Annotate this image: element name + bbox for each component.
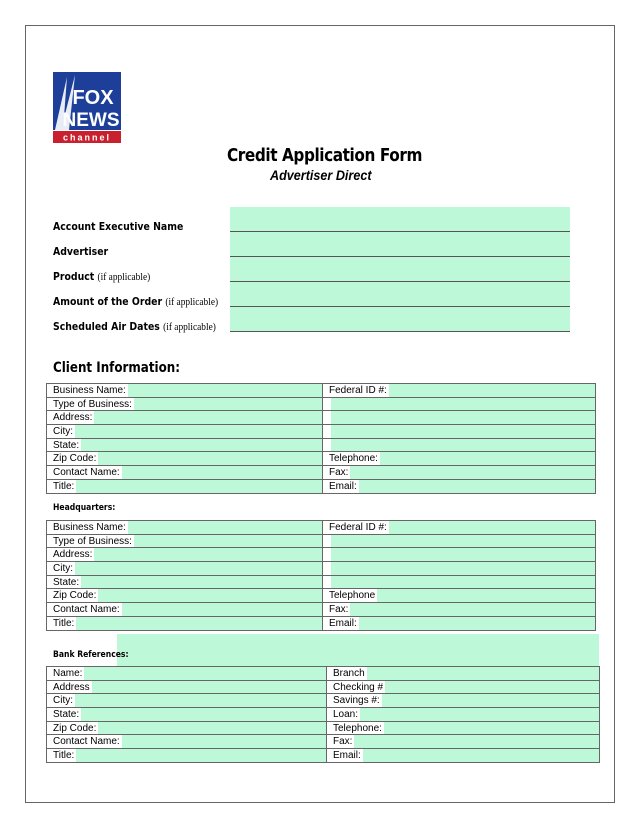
left-cell [47, 534, 323, 548]
right-cell [327, 708, 600, 722]
headquarters-table [46, 520, 596, 631]
field-input[interactable] [331, 439, 595, 452]
field-label: State: [53, 576, 80, 588]
table-row [47, 708, 600, 722]
field-input[interactable] [81, 576, 322, 589]
right-cell [323, 438, 596, 452]
svg-text:NEWS: NEWS [62, 110, 120, 131]
field-input[interactable] [98, 722, 326, 735]
svg-text:FOX: FOX [72, 87, 114, 109]
table-row [47, 548, 596, 562]
table-row [47, 562, 596, 576]
field-input[interactable] [331, 398, 595, 411]
left-cell [47, 521, 323, 535]
field-input[interactable] [76, 617, 322, 630]
bank-references-table [46, 666, 600, 763]
field-input[interactable] [384, 722, 599, 735]
field-input[interactable] [331, 425, 595, 438]
table-row [47, 735, 600, 749]
right-cell [327, 721, 600, 735]
right-cell [323, 425, 596, 439]
field-label: Telephone: [329, 453, 378, 465]
left-cell [47, 384, 323, 398]
left-cell [47, 425, 323, 439]
table-row [47, 425, 596, 439]
header-field-input[interactable] [230, 282, 570, 307]
left-cell [47, 466, 323, 480]
field-input[interactable] [75, 425, 322, 438]
field-label: Fax: [329, 603, 349, 615]
table-row [47, 667, 600, 681]
label-text: Account Executive Name [53, 220, 184, 233]
field-input[interactable] [94, 548, 322, 561]
field-label: Contact Name: [53, 736, 120, 748]
header-field-label [53, 220, 183, 233]
left-cell [47, 735, 327, 749]
field-input[interactable] [122, 735, 326, 748]
table-row [47, 721, 600, 735]
field-input[interactable] [128, 521, 322, 534]
field-label: Title: [53, 480, 75, 492]
field-label: City: [53, 695, 73, 707]
field-input[interactable] [389, 384, 595, 397]
header-field-label [53, 295, 218, 308]
field-input[interactable] [380, 452, 595, 465]
field-input[interactable] [122, 466, 322, 479]
client-info-table [46, 383, 596, 494]
field-input[interactable] [76, 749, 326, 762]
table-row [47, 438, 596, 452]
label-text: Product [53, 270, 95, 283]
left-cell [47, 575, 323, 589]
table-row [47, 603, 596, 617]
table-row [47, 397, 596, 411]
field-input[interactable] [98, 589, 322, 602]
left-cell [47, 452, 323, 466]
header-field-input[interactable] [230, 232, 570, 257]
right-cell [323, 575, 596, 589]
field-label: City: [53, 562, 73, 574]
field-label: Email: [329, 617, 357, 629]
field-input[interactable] [363, 749, 599, 762]
left-cell [47, 603, 323, 617]
left-cell [47, 438, 323, 452]
field-input[interactable] [81, 439, 322, 452]
field-label: Type of Business: [53, 398, 132, 410]
left-cell [47, 479, 323, 493]
label-text: Amount of the Order [53, 295, 163, 308]
header-field-label [53, 320, 216, 333]
field-label: Contact Name: [53, 466, 120, 478]
field-label: Zip Code: [53, 722, 97, 734]
field-input[interactable] [76, 480, 322, 493]
right-cell [327, 680, 600, 694]
field-input[interactable] [354, 735, 599, 748]
field-label: Savings #: [333, 695, 380, 707]
field-label: Telephone [329, 590, 376, 602]
left-cell [47, 616, 323, 630]
field-input[interactable] [98, 452, 322, 465]
field-label: Name: [53, 667, 83, 679]
table-row [47, 466, 596, 480]
field-input[interactable] [382, 694, 599, 707]
field-input[interactable] [128, 384, 322, 397]
field-input[interactable] [94, 411, 322, 424]
right-cell [323, 534, 596, 548]
header-field-label [53, 245, 108, 258]
label-text: Scheduled Air Dates [53, 320, 160, 333]
form-title: Credit Application Form [227, 145, 422, 166]
field-label: Type of Business: [53, 535, 132, 547]
table-row [47, 575, 596, 589]
form-subtitle: Advertiser Direct [270, 167, 372, 183]
header-field-label [53, 270, 150, 283]
bank-heading-field[interactable] [117, 634, 599, 666]
field-input[interactable] [331, 562, 595, 575]
right-cell [323, 603, 596, 617]
label-note: (if applicable) [165, 296, 219, 308]
left-cell [47, 708, 327, 722]
field-label: Federal ID #: [329, 521, 387, 533]
field-input[interactable] [359, 617, 595, 630]
header-field-input[interactable] [230, 257, 570, 282]
label-text: Advertiser [53, 245, 109, 258]
right-cell [323, 548, 596, 562]
field-label: Address: [53, 549, 93, 561]
field-label: City: [53, 425, 73, 437]
table-row [47, 616, 596, 630]
table-row [47, 411, 596, 425]
right-cell [323, 589, 596, 603]
right-cell [327, 735, 600, 749]
field-input[interactable] [134, 398, 322, 411]
table-row [47, 694, 600, 708]
field-input[interactable] [75, 694, 326, 707]
field-input[interactable] [331, 535, 595, 548]
right-cell [327, 694, 600, 708]
left-cell [47, 680, 327, 694]
field-label: Telephone: [333, 722, 382, 734]
left-cell [47, 548, 323, 562]
field-label: State: [53, 708, 80, 720]
field-input[interactable] [331, 576, 595, 589]
table-row [47, 749, 600, 763]
left-cell [47, 694, 327, 708]
table-row [47, 479, 596, 493]
fox-news-logo [53, 72, 121, 143]
field-input[interactable] [350, 603, 595, 616]
field-input[interactable] [389, 521, 595, 534]
right-cell [323, 466, 596, 480]
field-label: Title: [53, 617, 75, 629]
field-input[interactable] [134, 535, 322, 548]
field-label: Fax: [329, 466, 349, 478]
field-input[interactable] [331, 548, 595, 561]
header-field-input[interactable] [230, 207, 570, 232]
field-input[interactable] [122, 603, 322, 616]
label-note: (if applicable) [97, 271, 151, 283]
right-cell [323, 521, 596, 535]
field-label: Zip Code: [53, 590, 97, 602]
table-row [47, 452, 596, 466]
field-input[interactable] [92, 681, 326, 694]
right-cell [323, 616, 596, 630]
svg-text:channel: channel [62, 132, 112, 143]
field-label: State: [53, 439, 80, 451]
field-label: Email: [329, 480, 357, 492]
field-label: Federal ID #: [329, 384, 387, 396]
field-input[interactable] [385, 681, 599, 694]
field-label: Loan: [333, 708, 359, 720]
field-label: Business Name: [53, 384, 126, 396]
left-cell [47, 589, 323, 603]
field-label: Email: [333, 749, 361, 761]
right-cell [323, 562, 596, 576]
left-cell [47, 667, 327, 681]
left-cell [47, 749, 327, 763]
right-cell [323, 479, 596, 493]
left-cell [47, 562, 323, 576]
table-row [47, 384, 596, 398]
field-input[interactable] [331, 411, 595, 424]
field-label: Contact Name: [53, 603, 120, 615]
left-cell [47, 721, 327, 735]
field-label: Zip Code: [53, 453, 97, 465]
bank-references-heading: Bank References: [53, 650, 129, 660]
field-label: Branch [333, 667, 365, 679]
field-input[interactable] [367, 667, 599, 680]
right-cell [327, 667, 600, 681]
headquarters-heading: Headquarters: [53, 503, 116, 513]
header-field-input[interactable] [230, 307, 570, 332]
field-input[interactable] [84, 667, 326, 680]
field-input[interactable] [359, 480, 595, 493]
field-input[interactable] [75, 562, 322, 575]
field-label: Business Name: [53, 521, 126, 533]
right-cell [323, 384, 596, 398]
table-row [47, 534, 596, 548]
table-row [47, 680, 600, 694]
table-row [47, 521, 596, 535]
right-cell [323, 411, 596, 425]
field-input[interactable] [377, 589, 595, 602]
right-cell [327, 749, 600, 763]
field-input[interactable] [360, 708, 599, 721]
field-label: Address: [53, 412, 93, 424]
client-info-heading: Client Information: [53, 360, 180, 376]
field-label: Checking # [333, 681, 384, 693]
field-label: Address [53, 681, 90, 693]
table-row [47, 589, 596, 603]
field-input[interactable] [350, 466, 595, 479]
field-label: Fax: [333, 736, 353, 748]
field-label: Title: [53, 749, 75, 761]
label-note: (if applicable) [163, 321, 216, 333]
left-cell [47, 397, 323, 411]
left-cell [47, 411, 323, 425]
right-cell [323, 397, 596, 411]
right-cell [323, 452, 596, 466]
field-input[interactable] [81, 708, 326, 721]
